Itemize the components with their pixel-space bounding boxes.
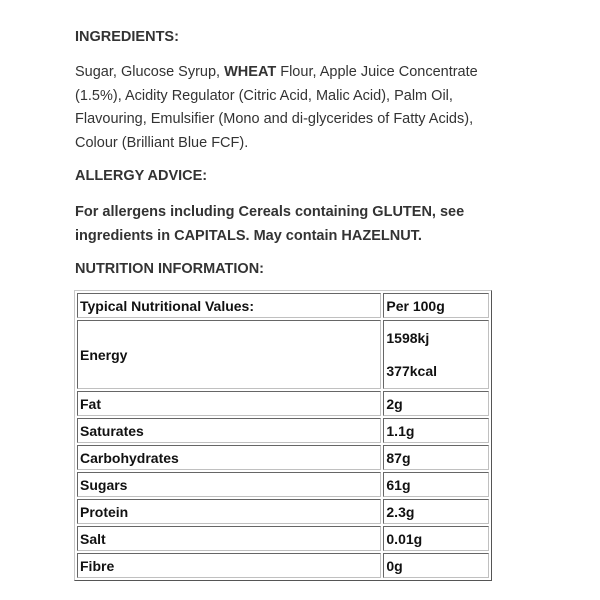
allergy-heading: ALLERGY ADVICE: (75, 168, 208, 184)
ingredients-text-part2: Flour, Apple Juice Concentrate (1.5%), Acidity Regulator (Citric Acid, Malic Acid), Palm Oil, Flavouring, Emulsifier (Mono and di-glycerides of Fatty Acids), Colour (Brilliant Blue FCF). (75, 64, 478, 151)
row-value: 0.01g (383, 526, 489, 551)
table-row-saturates (77, 418, 489, 443)
table-row-carbohydrates (77, 445, 489, 470)
row-label: Protein (77, 499, 381, 524)
row-value: 0g (383, 553, 489, 578)
ingredients-text-part1: Sugar, Glucose Syrup, (75, 64, 225, 80)
ingredients-text (75, 61, 495, 155)
row-label: Sugars (77, 472, 381, 497)
energy-value-cell (383, 320, 489, 389)
ingredients-allergen-wheat: WHEAT (224, 64, 277, 80)
allergy-advice-text: For allergens including Cereals containing GLUTEN, see ingredients in CAPITALS. May contain HAZELNUT. (75, 204, 465, 244)
table-row-salt (77, 526, 489, 551)
row-label: Saturates (77, 418, 381, 443)
header-label-cell: Typical Nutritional Values: (77, 293, 381, 318)
nutrition-table (74, 290, 492, 581)
table-header-row (77, 293, 489, 318)
row-label: Fibre (77, 553, 381, 578)
row-label: Fat (77, 391, 381, 416)
energy-label-cell: Energy (77, 320, 381, 389)
header-value-cell: Per 100g (383, 293, 489, 318)
row-value: 61g (383, 472, 489, 497)
row-value: 1.1g (383, 418, 489, 443)
row-label: Carbohydrates (77, 445, 381, 470)
row-value: 2g (383, 391, 489, 416)
row-value: 2.3g (383, 499, 489, 524)
row-label: Salt (77, 526, 381, 551)
table-row-fat (77, 391, 489, 416)
ingredients-heading: INGREDIENTS: (75, 29, 179, 45)
row-value: 87g (383, 445, 489, 470)
nutrition-heading: NUTRITION INFORMATION: (75, 261, 265, 277)
energy-kj: 1598kj (386, 330, 430, 346)
table-row-sugars (77, 472, 489, 497)
table-row-protein (77, 499, 489, 524)
table-row-fibre (77, 553, 489, 578)
energy-kcal: 377kcal (386, 363, 437, 379)
table-row-energy (77, 320, 489, 389)
